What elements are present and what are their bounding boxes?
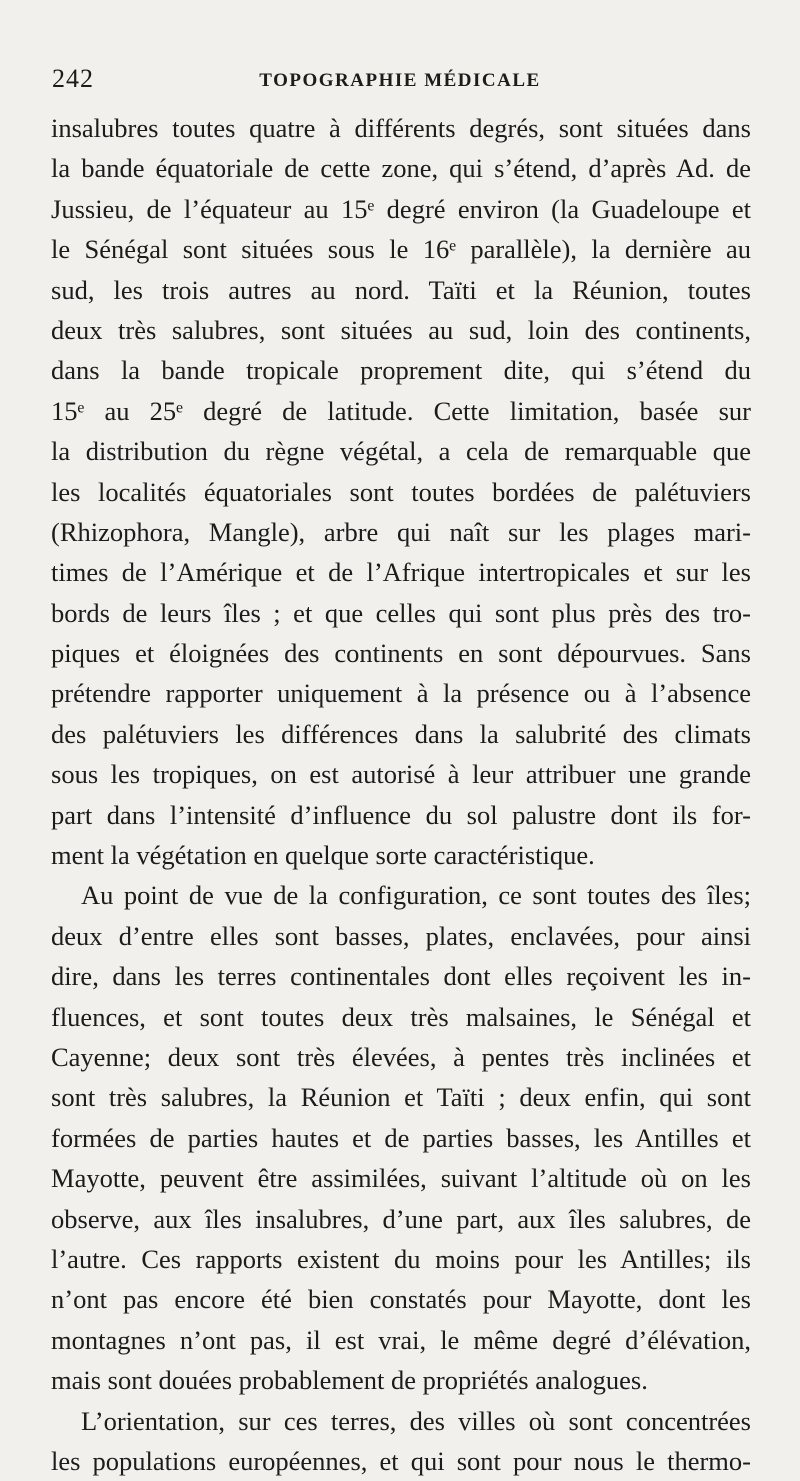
text-line: sous les tropiques, on est autorisé à leur attribuer une grande [51, 759, 751, 790]
text-line: deux d’entre elles sont basses, plates, enclavées, pour ainsi [51, 920, 751, 951]
text-line: Jussieu, de l’équateur au 15ᵉ degré environ (la Guadeloupe et [51, 193, 751, 224]
text-line: dans la bande tropicale proprement dite, qui s’étend du [51, 355, 751, 386]
text-line: (Rhizophora, Mangle), arbre qui naît sur les plages mari- [51, 516, 751, 547]
text-line: sont très salubres, la Réunion et Taïti ; deux enfin, qui sont [51, 1082, 751, 1113]
paragraph-end-line: mais sont douées probablement de propriétés analogues. [51, 1365, 648, 1396]
text-line: observe, aux îles insalubres, d’une part, aux îles salubres, de [51, 1203, 751, 1234]
text-line: fluences, et sont toutes deux très malsaines, le Sénégal et [51, 1001, 751, 1032]
text-line: prétendre rapporter uniquement à la présence ou à l’absence [51, 678, 751, 709]
text-line: part dans l’intensité d’influence du sol palustre dont ils for- [51, 799, 751, 830]
text-line: les localités équatoriales sont toutes bordées de palétuviers [51, 476, 751, 507]
text-line: sud, les trois autres au nord. Taïti et la Réunion, toutes [51, 274, 751, 305]
paragraph-end-line: ment la végétation en quelque sorte caractéristique. [51, 840, 595, 871]
paragraph-start-line: Au point de vue de la configuration, ce sont toutes des îles; [81, 880, 751, 911]
body-text [51, 108, 751, 1481]
text-line: la bande équatoriale de cette zone, qui s’étend, d’après Ad. de [51, 153, 751, 184]
text-line: dire, dans les terres continentales dont elles reçoivent les in- [51, 961, 751, 992]
text-line: les populations européennes, et qui sont pour nous le thermo- [51, 1445, 751, 1476]
text-line: formées de parties hautes et de parties basses, les Antilles et [51, 1122, 751, 1153]
text-line: piques et éloignées des continents en sont dépourvues. Sans [51, 638, 751, 669]
paragraph-start-line: L’orientation, sur ces terres, des villes où sont concentrées [81, 1405, 751, 1436]
running-title: TOPOGRAPHIE MÉDICALE [259, 70, 541, 91]
text-line: n’ont pas encore été bien constatés pour Mayotte, dont les [51, 1284, 751, 1315]
page-number: 242 [52, 64, 94, 93]
text-line: l’autre. Ces rapports existent du moins pour les Antilles; ils [51, 1243, 751, 1274]
text-line: le Sénégal sont situées sous le 16ᵉ parallèle), la dernière au [51, 234, 751, 265]
text-line: times de l’Amérique et de l’Afrique intertropicales et sur les [51, 557, 751, 588]
page-header [52, 64, 748, 104]
text-line: Mayotte, peuvent être assimilées, suivant l’altitude où on les [51, 1163, 751, 1194]
text-line: bords de leurs îles ; et que celles qui sont plus près des tro- [51, 597, 751, 628]
text-line: deux très salubres, sont situées au sud, loin des continents, [51, 314, 751, 345]
text-line: la distribution du règne végétal, a cela de remarquable que [51, 436, 751, 467]
text-line: insalubres toutes quatre à différents degrés, sont situées dans [51, 113, 751, 143]
text-line: 15ᵉ au 25ᵉ degré de latitude. Cette limitation, basée sur [51, 395, 751, 426]
text-line: Cayenne; deux sont très élevées, à pentes très inclinées et [51, 1041, 751, 1072]
text-line: montagnes n’ont pas, il est vrai, le même degré d’élévation, [51, 1324, 751, 1355]
text-line: des palétuviers les différences dans la salubrité des climats [51, 718, 751, 749]
